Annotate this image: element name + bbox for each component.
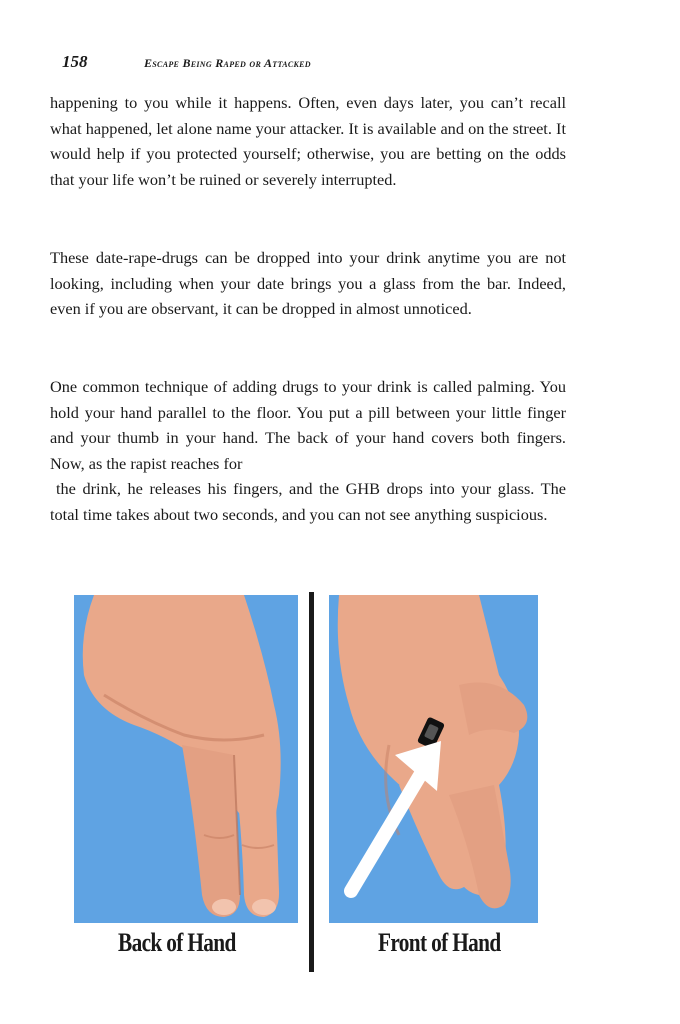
- hand-figure: [74, 592, 540, 972]
- front-of-hand-photo: [329, 595, 538, 923]
- paragraph-1-text: happening to you while it happens. Often, even days later, you can’t recall what happened, let alone name your attacker. It is available and on the street. It would help if you protected yourself; otherwise, you are betting on the odds that your life won’t be ruined or severely interrupted.: [50, 93, 566, 189]
- paragraph-3-continued: the drink, he releases his fingers, and the GHB drops into your glass. The total time takes about two seconds, and you can not see anything suspicious.: [50, 479, 566, 524]
- paragraph-3-text: One common technique of adding drugs to your drink is called palming. You hold your hand parallel to the floor. You put a pill between your little finger and your thumb in your hand. The back of your hand covers both fingers. Now, as the rapist reaches for: [50, 377, 566, 473]
- paragraph-2-text: These date-rape-drugs can be dropped into your drink anytime you are not looking, including when your date brings you a glass from the bar. Indeed, even if you are observant, it can be dropped in almost unnoticed.: [50, 248, 566, 318]
- caption-back-of-hand: Back of Hand: [118, 928, 236, 957]
- paragraph-3: [50, 374, 566, 527]
- figure-divider: [309, 592, 314, 972]
- back-of-hand-photo: [74, 595, 298, 923]
- page-header: [62, 52, 622, 76]
- paragraph-2: [50, 245, 566, 322]
- paragraph-1: [50, 90, 566, 192]
- page-number: 158: [62, 52, 88, 71]
- running-title: Escape Being Raped or Attacked: [144, 56, 311, 70]
- caption-front-of-hand: Front of Hand: [378, 928, 501, 957]
